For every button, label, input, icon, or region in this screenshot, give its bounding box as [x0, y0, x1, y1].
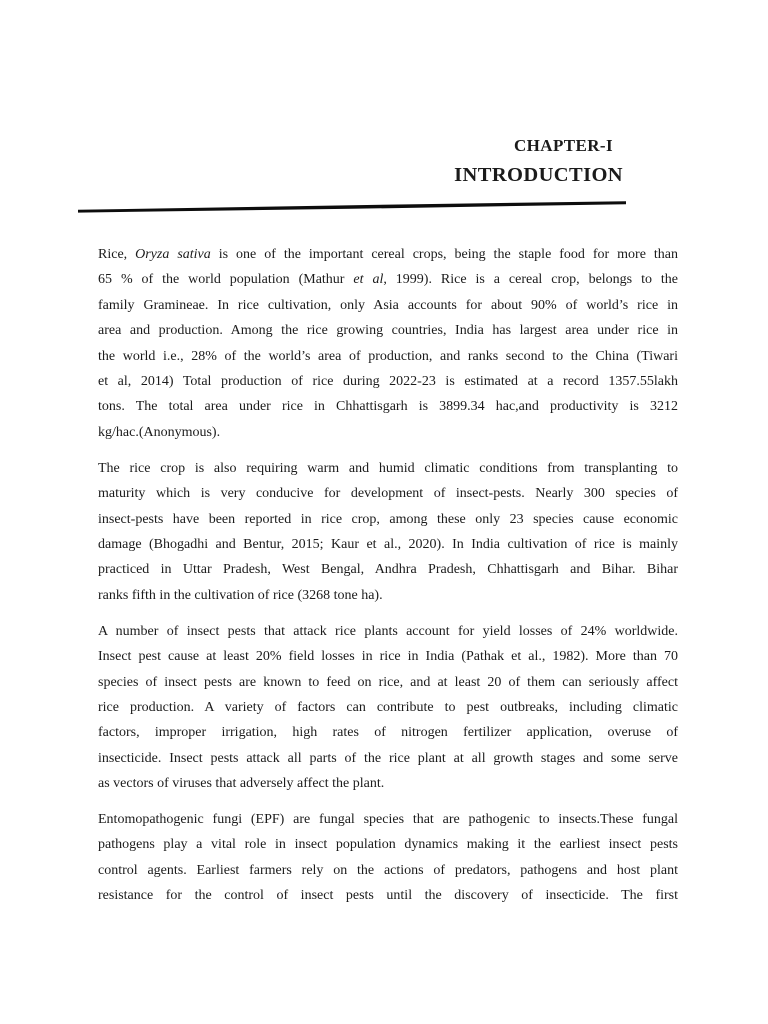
document-body [98, 242, 678, 919]
text-line: factors, improper irrigation, high rates of nitrogen fertilizer application, overuse of [98, 725, 678, 741]
paragraph [98, 242, 678, 445]
text-line: rice production. A variety of factors can contribute to pest outbreaks, including climatic [98, 699, 678, 715]
paragraph [98, 456, 678, 608]
text-line: 65 % of the world population (Mathur et al, 1999). Rice is a cereal crop, belongs to the [98, 272, 678, 288]
page-title: INTRODUCTION [454, 164, 623, 186]
text-line: insecticide. Insect pests attack all parts of the rice plant at all growth stages and some serve [98, 750, 678, 766]
text-line: Entomopathogenic fungi (EPF) are fungal species that are pathogenic to insects.These fungal [98, 812, 678, 828]
text-line: control agents. Earliest farmers rely on the actions of predators, pathogens and host plant [98, 862, 678, 878]
text-line: family Gramineae. In rice cultivation, only Asia accounts for about 90% of world’s rice in [98, 297, 678, 313]
paragraph [98, 807, 678, 909]
text-line: resistance for the control of insect pests until the discovery of insecticide. The first [98, 888, 678, 904]
text-line: ranks fifth in the cultivation of rice (3268 tone ha). [98, 587, 383, 603]
heading-rule-line [78, 199, 626, 215]
text-line: practiced in Uttar Pradesh, West Bengal, Andhra Pradesh, Chhattisgarh and Bihar. Bihar [98, 562, 678, 578]
text-line: Rice, Oryza sativa is one of the important cereal crops, being the staple food for more than [98, 247, 679, 262]
text-line: maturity which is very conducive for development of insect-pests. Nearly 300 species of [98, 486, 678, 502]
chapter-heading: CHAPTER-I [514, 136, 613, 155]
text-line: damage (Bhogadhi and Bentur, 2015; Kaur et al., 2020). In India cultivation of rice is mainly [98, 536, 678, 552]
text-line: kg/hac.(Anonymous). [98, 424, 221, 440]
text-line: A number of insect pests that attack rice plants account for yield losses of 24% worldwide. [98, 623, 678, 639]
text-line: area and production. Among the rice growing countries, India has largest area under rice in [98, 323, 678, 339]
text-line: The rice crop is also requiring warm and humid climatic conditions from transplanting to [98, 460, 678, 476]
text-line: et al, 2014) Total production of rice during 2022-23 is estimated at a record 1357.55lakh [98, 374, 678, 390]
text-line: the world i.e., 28% of the world’s area of production, and ranks second to the China (Tiwari [98, 348, 678, 364]
text-line: insect-pests have been reported in rice crop, among these only 23 species cause economic [98, 511, 678, 527]
text-line: pathogens play a vital role in insect population dynamics making it the earliest insect pests [98, 837, 678, 853]
text-line: Insect pest cause at least 20% field losses in rice in India (Pathak et al., 1982). More than 70 [98, 649, 678, 665]
text-line: tons. The total area under rice in Chhattisgarh is 3899.34 hac,and productivity is 3212 [98, 399, 678, 415]
text-line: species of insect pests are known to feed on rice, and at least 20 of them can seriously affect [98, 674, 678, 690]
text-line: as vectors of viruses that adversely affect the plant. [98, 776, 385, 792]
paragraph [98, 619, 678, 797]
